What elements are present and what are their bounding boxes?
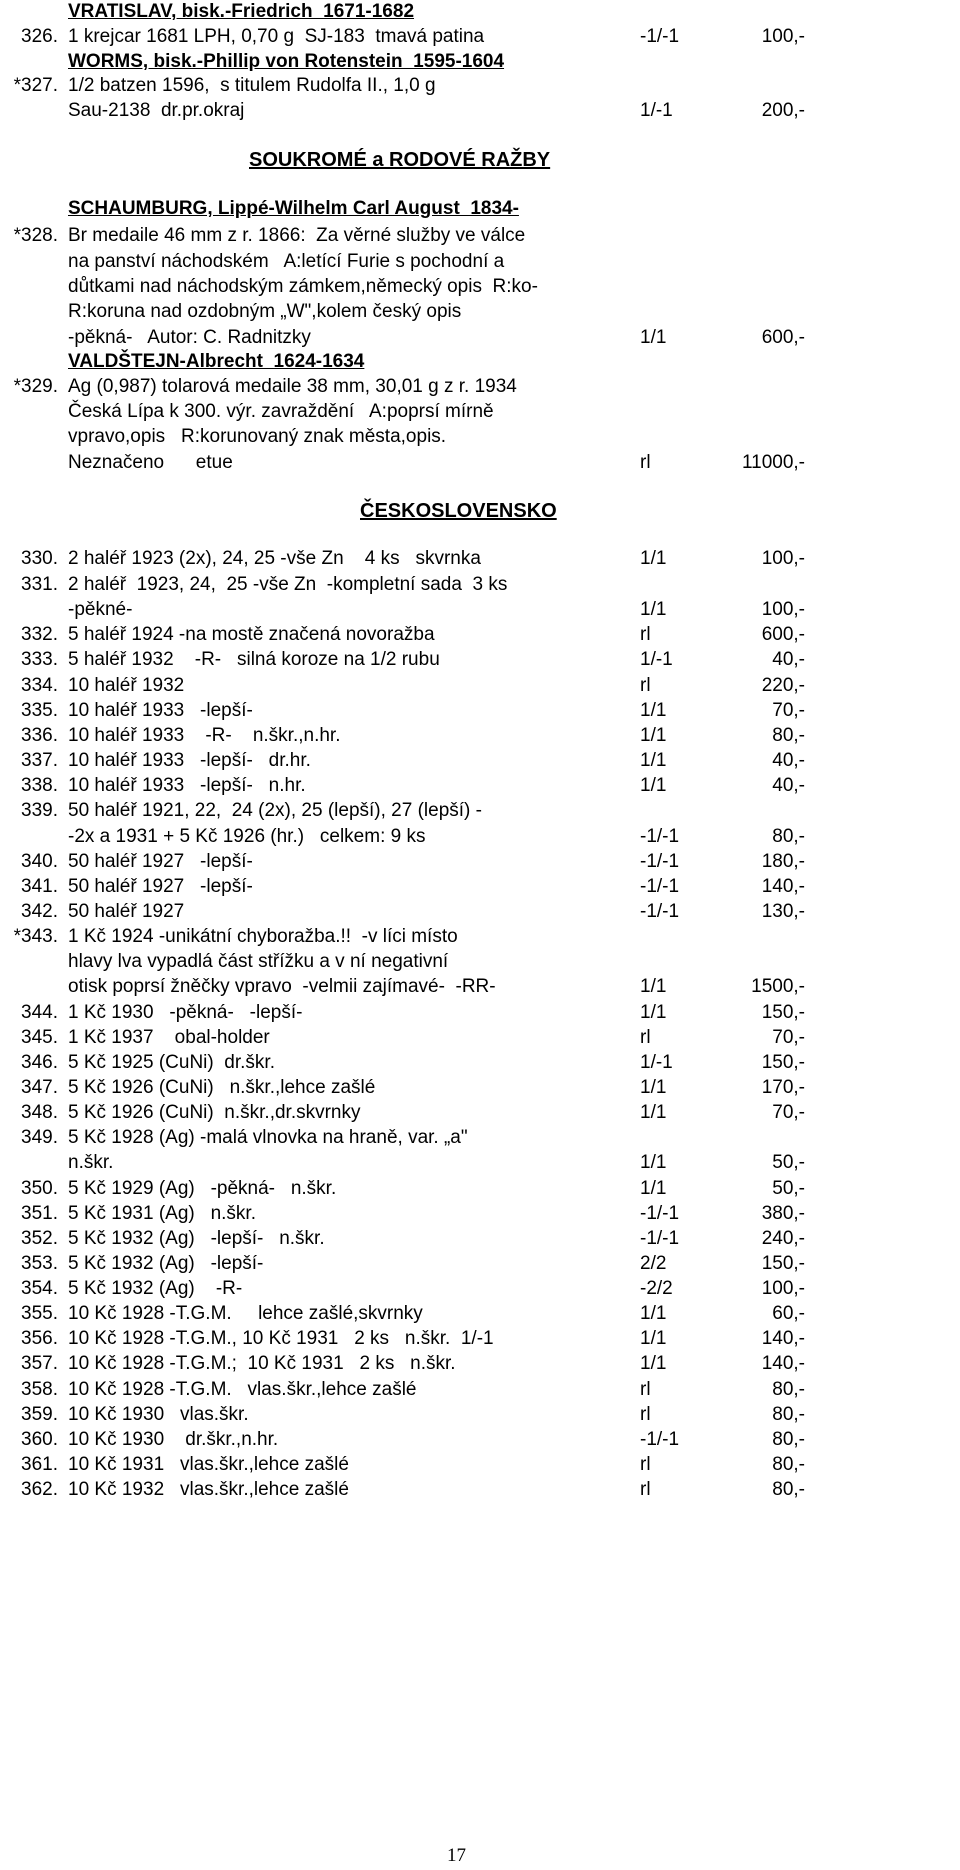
lot-grade: 1/1 — [640, 775, 667, 796]
section-heading: VALDŠTEJN-Albrecht 1624-1634 — [68, 351, 365, 372]
lot-price: 170,- — [761, 1077, 805, 1098]
lot-grade: rl — [640, 1379, 651, 1400]
lot-grade: 1/1 — [640, 548, 667, 569]
lot-description: 10 Kč 1932 vlas.škr.,lehce zašlé — [68, 1479, 349, 1500]
lot-grade: rl — [640, 1027, 651, 1048]
lot-price: 140,- — [761, 1328, 805, 1349]
lot-description: vpravo,opis R:korunovaný znak města,opis. — [68, 426, 447, 447]
lot-grade: -1/-1 — [640, 1203, 680, 1224]
lot-description: 10 haléř 1933 -lepší- dr.hr. — [68, 750, 311, 771]
lot-number: 350. — [21, 1178, 58, 1199]
lot-description: -pěkné- — [68, 599, 133, 620]
lot-description: 5 Kč 1926 (CuNi) n.škr.,dr.skvrnky — [68, 1102, 361, 1123]
lot-number: 337. — [21, 750, 58, 771]
lot-description: 1 krejcar 1681 LPH, 0,70 g SJ-183 tmavá patina — [68, 26, 485, 47]
lot-description: 50 haléř 1921, 22, 24 (2x), 25 (lepší), 27 (lepší) - — [68, 800, 482, 821]
lot-grade: 1/1 — [640, 1353, 667, 1374]
lot-description: 10 Kč 1930 dr.škr.,n.hr. — [68, 1429, 279, 1450]
lot-description: 10 Kč 1928 -T.G.M. lehce zašlé,skvrnky — [68, 1303, 423, 1324]
lot-description: Neznačeno etue — [68, 452, 233, 473]
lot-grade: -1/-1 — [640, 876, 680, 897]
section-heading: VRATISLAV, bisk.-Friedrich 1671-1682 — [68, 1, 415, 22]
lot-price: 40,- — [772, 649, 805, 670]
lot-description: 10 Kč 1931 vlas.škr.,lehce zašlé — [68, 1454, 349, 1475]
lot-number: 341. — [21, 876, 58, 897]
lot-number: 354. — [21, 1278, 58, 1299]
lot-price: 80,- — [772, 826, 805, 847]
lot-grade: rl — [640, 452, 651, 473]
lot-number: 326. — [21, 26, 58, 47]
lot-description: 1 Kč 1924 -unikátní chyboražba.!! -v líci místo — [68, 926, 458, 947]
lot-grade: -2/2 — [640, 1278, 673, 1299]
lot-grade: 1/-1 — [640, 1052, 673, 1073]
lot-price: 40,- — [772, 775, 805, 796]
lot-number: 349. — [21, 1127, 58, 1148]
lot-description: -pěkná- Autor: C. Radnitzky — [68, 327, 311, 348]
lot-description: 50 haléř 1927 -lepší- — [68, 851, 253, 872]
lot-grade: 1/-1 — [640, 649, 673, 670]
lot-description: 5 Kč 1932 (Ag) -R- — [68, 1278, 243, 1299]
lot-description: 1/2 batzen 1596, s titulem Rudolfa II., 1,0 g — [68, 75, 436, 96]
lot-price: 80,- — [772, 1429, 805, 1450]
lot-description: 5 haléř 1924 -na mostě značená novoražba — [68, 624, 435, 645]
lot-price: 140,- — [761, 1353, 805, 1374]
lot-description: Br medaile 46 mm z r. 1866: Za věrné služby ve válce — [68, 225, 526, 246]
lot-description: 5 haléř 1932 -R- silná koroze na 1/2 rubu — [68, 649, 440, 670]
lot-description: 5 Kč 1928 (Ag) -malá vlnovka na hraně, var. „a" — [68, 1127, 468, 1148]
lot-description: -2x a 1931 + 5 Kč 1926 (hr.) celkem: 9 ks — [68, 826, 426, 847]
lot-grade: 1/1 — [640, 599, 667, 620]
lot-description: n.škr. — [68, 1152, 114, 1173]
lot-grade: -1/-1 — [640, 26, 680, 47]
lot-description: 5 Kč 1926 (CuNi) n.škr.,lehce zašlé — [68, 1077, 376, 1098]
lot-description: 10 Kč 1928 -T.G.M.; 10 Kč 1931 2 ks n.škr. — [68, 1353, 456, 1374]
lot-grade: 1/1 — [640, 1102, 667, 1123]
lot-description: 1 Kč 1930 -pěkná- -lepší- — [68, 1002, 303, 1023]
lot-price: 80,- — [772, 1479, 805, 1500]
section-heading: WORMS, bisk.-Phillip von Rotenstein 1595-1604 — [68, 51, 505, 72]
lot-price: 70,- — [772, 700, 805, 721]
page-number: 17 — [447, 1845, 466, 1866]
lot-description: 10 haléř 1933 -lepší- — [68, 700, 253, 721]
lot-price: 80,- — [772, 1379, 805, 1400]
lot-number: 342. — [21, 901, 58, 922]
lot-grade: -1/-1 — [640, 901, 680, 922]
lot-price: 100,- — [761, 599, 805, 620]
lot-grade: 1/1 — [640, 327, 667, 348]
lot-grade: 1/1 — [640, 1328, 667, 1349]
lot-grade: -1/-1 — [640, 1228, 680, 1249]
lot-grade: 2/2 — [640, 1253, 667, 1274]
lot-number: 347. — [21, 1077, 58, 1098]
lot-number: 331. — [21, 574, 58, 595]
lot-grade: 1/1 — [640, 1152, 667, 1173]
lot-description: 50 haléř 1927 -lepší- — [68, 876, 253, 897]
lot-number: 357. — [21, 1353, 58, 1374]
lot-price: 600,- — [761, 327, 805, 348]
lot-number: 334. — [21, 675, 58, 696]
lot-number: 344. — [21, 1002, 58, 1023]
lot-number: 335. — [21, 700, 58, 721]
lot-number: 356. — [21, 1328, 58, 1349]
lot-price: 130,- — [761, 901, 805, 922]
lot-grade: 1/1 — [640, 1002, 667, 1023]
lot-number: 333. — [21, 649, 58, 670]
lot-grade: rl — [640, 624, 651, 645]
lot-grade: 1/1 — [640, 700, 667, 721]
lot-price: 11000,- — [741, 452, 805, 473]
lot-grade: 1/1 — [640, 1303, 667, 1324]
lot-grade: 1/1 — [640, 976, 667, 997]
lot-description: 2 haléř 1923 (2x), 24, 25 -vše Zn 4 ks skvrnka — [68, 548, 481, 569]
lot-grade: rl — [640, 675, 651, 696]
lot-description: 10 haléř 1933 -lepší- n.hr. — [68, 775, 306, 796]
lot-description: 10 haléř 1932 — [68, 675, 185, 696]
lot-description: hlavy lva vypadlá část střížku a v ní negativní — [68, 951, 449, 972]
lot-price: 80,- — [772, 725, 805, 746]
lot-price: 50,- — [772, 1152, 805, 1173]
lot-grade: -1/-1 — [640, 851, 680, 872]
lot-price: 50,- — [772, 1178, 805, 1199]
lot-price: 100,- — [761, 548, 805, 569]
lot-price: 100,- — [761, 1278, 805, 1299]
lot-number: 359. — [21, 1404, 58, 1425]
lot-number: 338. — [21, 775, 58, 796]
lot-number: 330. — [21, 548, 58, 569]
lot-description: 10 Kč 1928 -T.G.M., 10 Kč 1931 2 ks n.škr. 1/-1 — [68, 1328, 494, 1349]
lot-price: 70,- — [772, 1102, 805, 1123]
lot-description: Sau-2138 dr.pr.okraj — [68, 100, 245, 121]
lot-price: 200,- — [761, 100, 805, 121]
lot-price: 80,- — [772, 1404, 805, 1425]
lot-number: 348. — [21, 1102, 58, 1123]
lot-grade: -1/-1 — [640, 826, 680, 847]
lot-grade: 1/1 — [640, 1178, 667, 1199]
lot-grade: 1/1 — [640, 1077, 667, 1098]
section-heading: SCHAUMBURG, Lippé-Wilhelm Carl August 1834- — [68, 198, 519, 219]
lot-number: 362. — [21, 1479, 58, 1500]
lot-price: 60,- — [772, 1303, 805, 1324]
lot-description: Ag (0,987) tolarová medaile 38 mm, 30,01 g z r. 1934 — [68, 376, 517, 397]
lot-number: 352. — [21, 1228, 58, 1249]
lot-grade: -1/-1 — [640, 1429, 680, 1450]
lot-grade: rl — [640, 1479, 651, 1500]
lot-price: 600,- — [761, 624, 805, 645]
lot-number: 355. — [21, 1303, 58, 1324]
lot-description: 5 Kč 1925 (CuNi) dr.škr. — [68, 1052, 275, 1073]
lot-price: 80,- — [772, 1454, 805, 1475]
lot-number: 346. — [21, 1052, 58, 1073]
lot-price: 150,- — [761, 1002, 805, 1023]
lot-price: 150,- — [761, 1253, 805, 1274]
lot-description: důtkami nad náchodským zámkem,německý opis R:ko- — [68, 276, 538, 297]
lot-description: 10 Kč 1928 -T.G.M. vlas.škr.,lehce zašlé — [68, 1379, 417, 1400]
lot-description: 10 haléř 1933 -R- n.škr.,n.hr. — [68, 725, 341, 746]
lot-description: 5 Kč 1931 (Ag) n.škr. — [68, 1203, 256, 1224]
lot-number: 332. — [21, 624, 58, 645]
lot-description: 5 Kč 1929 (Ag) -pěkná- n.škr. — [68, 1178, 337, 1199]
lot-number: *329. — [13, 376, 58, 397]
section-title: SOUKROMÉ a RODOVÉ RAŽBY — [249, 149, 551, 171]
lot-description: 10 Kč 1930 vlas.škr. — [68, 1404, 249, 1425]
lot-grade: 1/-1 — [640, 100, 673, 121]
lot-number: 353. — [21, 1253, 58, 1274]
lot-price: 40,- — [772, 750, 805, 771]
lot-number: *343. — [13, 926, 58, 947]
lot-number: *327. — [13, 75, 58, 96]
lot-number: 358. — [21, 1379, 58, 1400]
lot-grade: 1/1 — [640, 750, 667, 771]
lot-price: 140,- — [761, 876, 805, 897]
lot-number: 360. — [21, 1429, 58, 1450]
lot-price: 240,- — [761, 1228, 805, 1249]
lot-price: 100,- — [761, 26, 805, 47]
lot-description: na panství náchodském A:letící Furie s pochodní a — [68, 251, 505, 272]
lot-price: 380,- — [761, 1203, 805, 1224]
lot-description: otisk poprsí žněčky vpravo -velmii zajímavé- -RR- — [68, 976, 496, 997]
lot-price: 220,- — [761, 675, 805, 696]
lot-price: 180,- — [761, 851, 805, 872]
lot-description: 5 Kč 1932 (Ag) -lepší- — [68, 1253, 264, 1274]
lot-number: 340. — [21, 851, 58, 872]
lot-description: 1 Kč 1937 obal-holder — [68, 1027, 270, 1048]
lot-number: 345. — [21, 1027, 58, 1048]
lot-price: 70,- — [772, 1027, 805, 1048]
section-title: ČESKOSLOVENSKO — [360, 500, 557, 522]
lot-grade: rl — [640, 1454, 651, 1475]
lot-number: 336. — [21, 725, 58, 746]
lot-number: 361. — [21, 1454, 58, 1475]
lot-description: 2 haléř 1923, 24, 25 -vše Zn -kompletní sada 3 ks — [68, 574, 508, 595]
lot-description: R:koruna nad ozdobným „W",kolem český opis — [68, 301, 462, 322]
lot-price: 150,- — [761, 1052, 805, 1073]
lot-grade: 1/1 — [640, 725, 667, 746]
lot-number: 351. — [21, 1203, 58, 1224]
lot-description: 50 haléř 1927 — [68, 901, 185, 922]
lot-number: *328. — [13, 225, 58, 246]
lot-description: Česká Lípa k 300. výr. zavraždění A:poprsí mírně — [68, 401, 494, 422]
lot-price: 1500,- — [751, 976, 805, 997]
lot-number: 339. — [21, 800, 58, 821]
lot-description: 5 Kč 1932 (Ag) -lepší- n.škr. — [68, 1228, 325, 1249]
lot-grade: rl — [640, 1404, 651, 1425]
